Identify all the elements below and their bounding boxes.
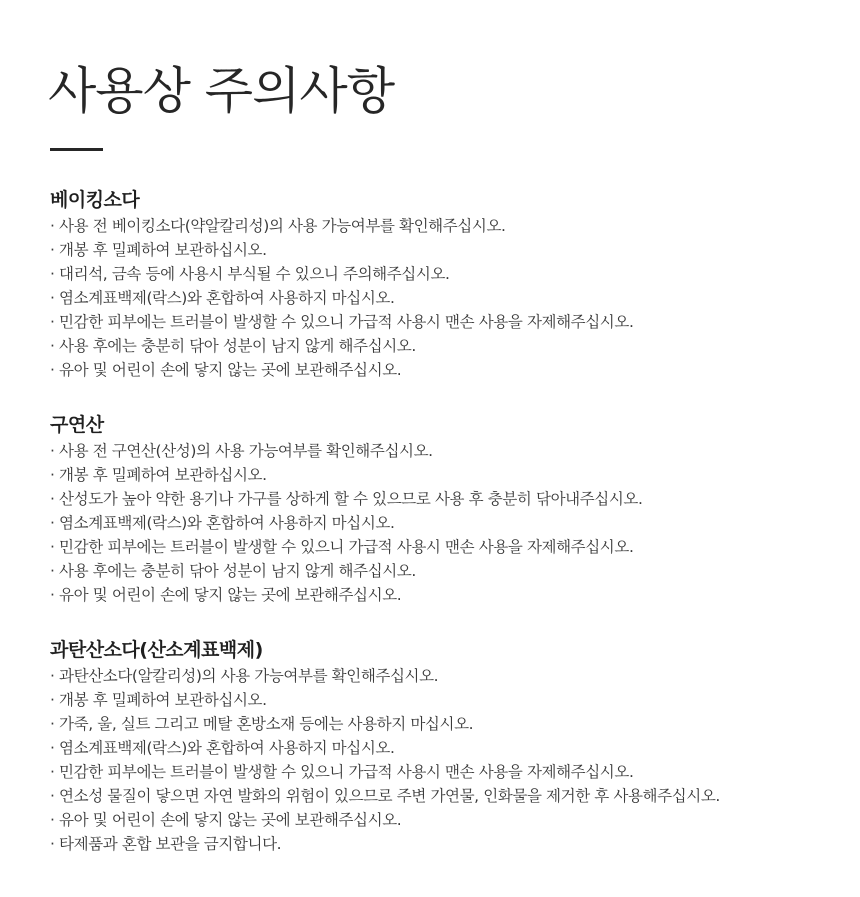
- title-underline: [50, 148, 103, 151]
- list-item: · 염소계표백제(락스)와 혼합하여 사용하지 마십시오.: [50, 739, 395, 757]
- section-title: 구연산: [50, 414, 104, 436]
- list-item: · 염소계표백제(락스)와 혼합하여 사용하지 마십시오.: [50, 289, 395, 307]
- list-item: · 사용 후에는 충분히 닦아 성분이 남지 않게 해주십시오.: [50, 337, 416, 355]
- list-item: · 개봉 후 밀폐하여 보관하십시오.: [50, 691, 267, 709]
- list-item: · 유아 및 어린이 손에 닿지 않는 곳에 보관해주십시오.: [50, 811, 402, 829]
- list-item: · 민감한 피부에는 트러블이 발생할 수 있으니 가급적 사용시 맨손 사용을 자제해주십시오.: [50, 313, 634, 331]
- list-item: · 개봉 후 밀폐하여 보관하십시오.: [50, 241, 267, 259]
- list-item: · 사용 전 베이킹소다(약알칼리성)의 사용 가능여부를 확인해주십시오.: [50, 217, 506, 235]
- section-title: 베이킹소다: [50, 189, 140, 211]
- section-citric-acid: [50, 411, 840, 607]
- list-item: · 연소성 물질이 닿으면 자연 발화의 위험이 있으므로 주변 가연물, 인화물을 제거한 후 사용해주십시오.: [50, 787, 720, 805]
- list-item: · 대리석, 금속 등에 사용시 부식될 수 있으니 주의해주십시오.: [50, 265, 450, 283]
- page-title: 사용상 주의사항: [48, 62, 394, 120]
- list-item: · 산성도가 높아 약한 용기나 가구를 상하게 할 수 있으므로 사용 후 충분히 닦아내주십시오.: [50, 490, 643, 508]
- precaution-list: [50, 439, 840, 607]
- list-item: · 민감한 피부에는 트러블이 발생할 수 있으니 가급적 사용시 맨손 사용을 자제해주십시오.: [50, 763, 634, 781]
- list-item: · 사용 전 구연산(산성)의 사용 가능여부를 확인해주십시오.: [50, 442, 433, 460]
- list-item: · 유아 및 어린이 손에 닿지 않는 곳에 보관해주십시오.: [50, 586, 402, 604]
- list-item: · 타제품과 혼합 보관을 금지합니다.: [50, 835, 282, 853]
- list-item: · 사용 후에는 충분히 닦아 성분이 남지 않게 해주십시오.: [50, 562, 416, 580]
- list-item: · 유아 및 어린이 손에 닿지 않는 곳에 보관해주십시오.: [50, 361, 402, 379]
- list-item: · 과탄산소다(알칼리성)의 사용 가능여부를 확인해주십시오.: [50, 667, 439, 685]
- list-item: · 가죽, 울, 실트 그리고 메탈 혼방소재 등에는 사용하지 마십시오.: [50, 715, 474, 733]
- precaution-list: [50, 664, 840, 856]
- list-item: · 민감한 피부에는 트러블이 발생할 수 있으니 가급적 사용시 맨손 사용을 자제해주십시오.: [50, 538, 634, 556]
- section-sodium-percarbonate: [50, 636, 840, 856]
- precaution-list: [50, 214, 840, 382]
- list-item: · 염소계표백제(락스)와 혼합하여 사용하지 마십시오.: [50, 514, 395, 532]
- section-baking-soda: [50, 186, 840, 382]
- list-item: · 개봉 후 밀폐하여 보관하십시오.: [50, 466, 267, 484]
- section-title: 과탄산소다(산소계표백제): [50, 639, 263, 661]
